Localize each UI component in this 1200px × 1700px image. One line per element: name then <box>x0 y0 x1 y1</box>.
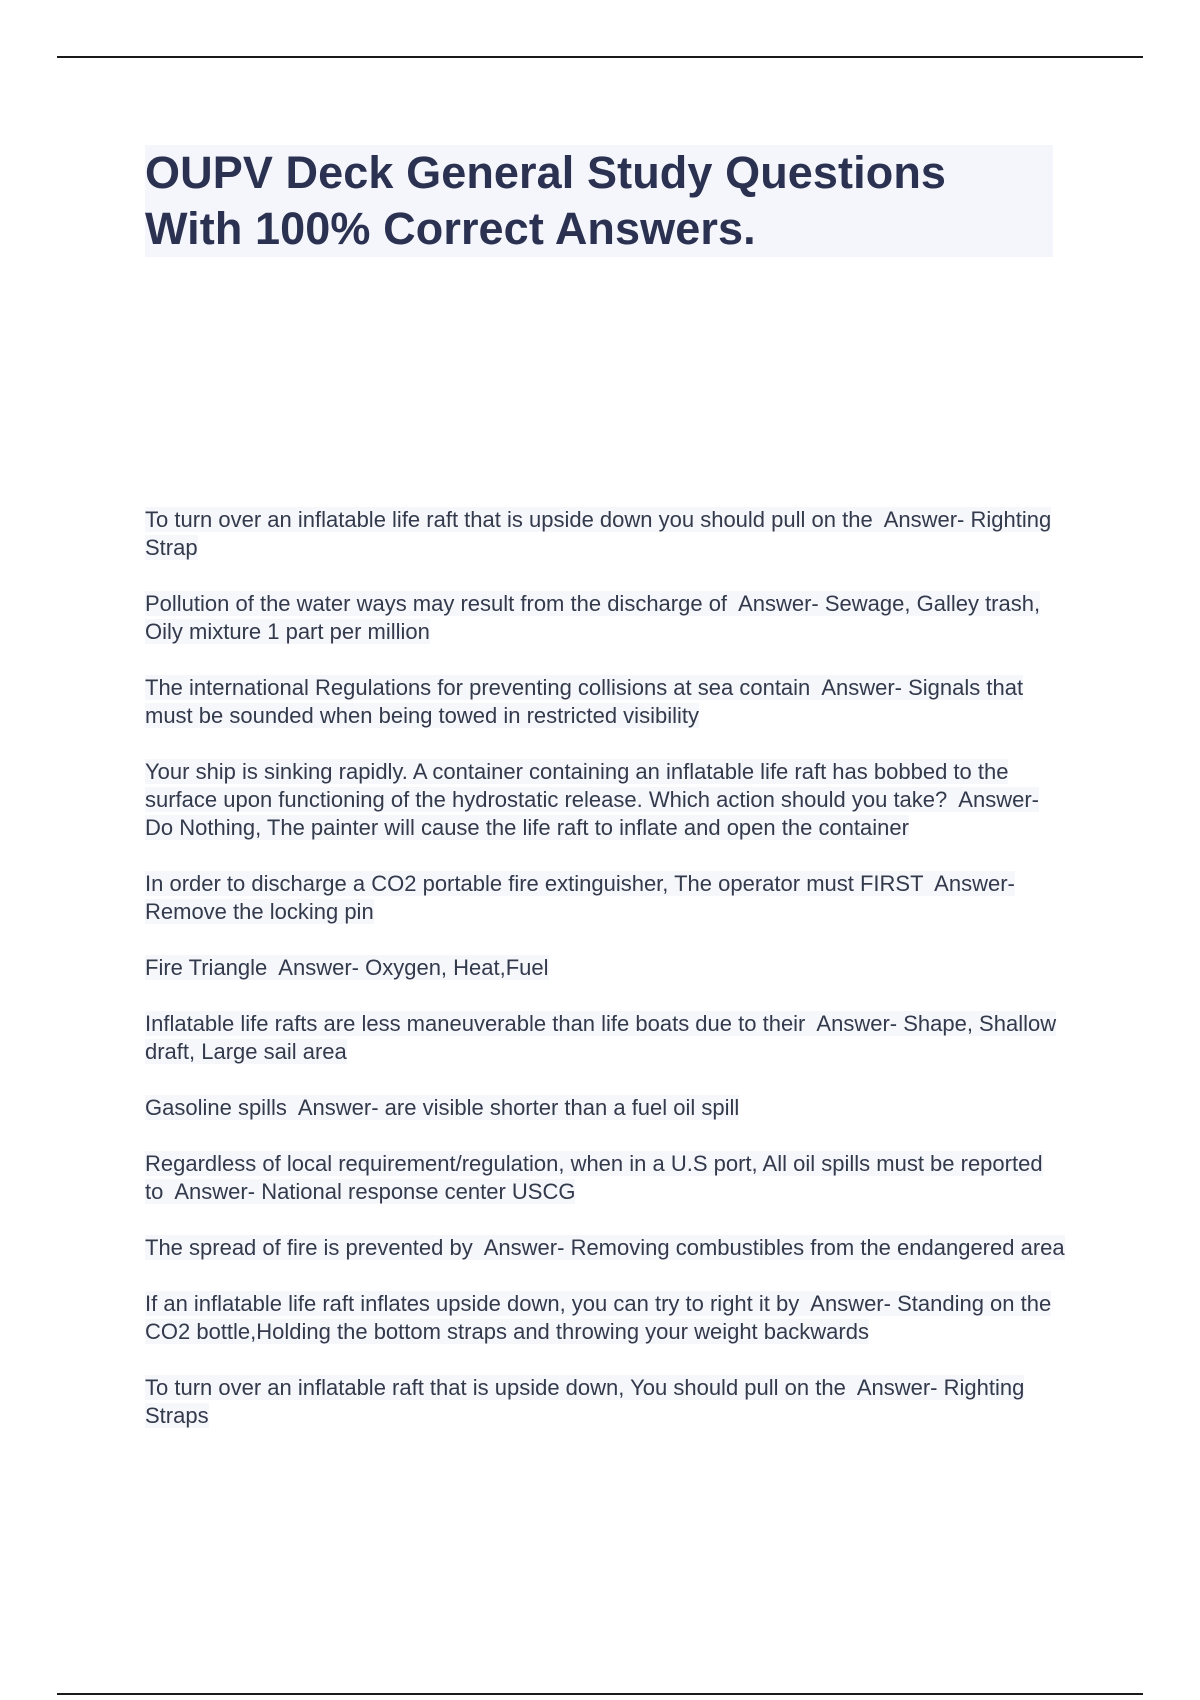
answer-text: are visible shorter than a fuel oil spill <box>384 1095 740 1120</box>
question-text: In order to discharge a CO2 portable fire extinguisher, The operator must FIRST <box>145 871 924 896</box>
qa-text <box>145 591 1040 644</box>
answer-marker: Answer- <box>483 1235 565 1260</box>
question-text: Gasoline spills <box>145 1095 287 1120</box>
answer-marker: Answer- <box>856 1375 938 1400</box>
title-block <box>145 145 1053 257</box>
qa-text <box>145 1011 1056 1064</box>
answer-marker: Answer- <box>958 787 1039 812</box>
qa-item <box>145 590 1065 646</box>
answer-marker: Answer- <box>821 675 902 700</box>
answer-marker: Answer- <box>934 871 1015 896</box>
answer-marker: Answer- <box>738 591 819 616</box>
qa-text <box>145 1151 1043 1204</box>
answer-text: Signals that must be sounded when being towed in restricted visibility <box>145 675 1024 728</box>
question-text: Regardless of local requirement/regulation, when in a U.S port, All oil spills must be reported to <box>145 1151 1043 1204</box>
qa-text <box>145 759 1039 840</box>
answer-text: Righting Straps <box>145 1375 1025 1428</box>
answer-text: Remove the locking pin <box>145 899 374 924</box>
qa-item <box>145 1150 1065 1206</box>
question-text: Pollution of the water ways may result from the discharge of <box>145 591 728 616</box>
header-rule <box>57 56 1143 58</box>
qa-text <box>145 955 549 980</box>
qa-item <box>145 1290 1065 1346</box>
answer-text: Standing on the CO2 bottle,Holding the bottom straps and throwing your weight backwards <box>145 1291 1052 1344</box>
question-text: Fire Triangle <box>145 955 268 980</box>
qa-text <box>145 1291 1051 1344</box>
qa-item <box>145 674 1065 730</box>
answer-text: Do Nothing, The painter will cause the life raft to inflate and open the container <box>145 815 909 840</box>
qa-text <box>145 1375 1024 1428</box>
answer-marker: Answer- <box>278 955 359 980</box>
answer-text: Sewage, Galley trash, Oily mixture 1 part per million <box>145 591 1041 644</box>
qa-item <box>145 506 1065 562</box>
question-text: Inflatable life rafts are less maneuverable than life boats due to their <box>145 1011 806 1036</box>
document-title: OUPV Deck General Study Questions With 100% Correct Answers. <box>145 147 947 254</box>
question-text: The international Regulations for preventing collisions at sea contain <box>145 675 811 700</box>
qa-item <box>145 1094 1065 1122</box>
question-text: To turn over an inflatable life raft that is upside down you should pull on the <box>145 507 873 532</box>
answer-text: Oxygen, Heat,Fuel <box>365 955 549 980</box>
qa-item <box>145 954 1065 982</box>
answer-text: National response center USCG <box>261 1179 576 1204</box>
qa-item <box>145 1374 1065 1430</box>
answer-text: Shape, Shallow draft, Large sail area <box>145 1011 1057 1064</box>
qa-list <box>145 506 1065 1458</box>
question-text: To turn over an inflatable raft that is upside down, You should pull on the <box>145 1375 846 1400</box>
qa-text <box>145 871 1015 924</box>
qa-item <box>145 1010 1065 1066</box>
question-text: If an inflatable life raft inflates upside down, you can try to right it by <box>145 1291 800 1316</box>
answer-marker: Answer- <box>174 1179 256 1204</box>
qa-text <box>145 675 1023 728</box>
question-text: The spread of fire is prevented by <box>145 1235 473 1260</box>
answer-text: Righting Strap <box>145 507 1052 560</box>
qa-text <box>145 1235 1065 1260</box>
qa-item <box>145 758 1065 842</box>
answer-marker: Answer- <box>810 1291 891 1316</box>
footer-rule <box>57 1693 1143 1695</box>
qa-item <box>145 1234 1065 1262</box>
qa-text <box>145 1095 739 1120</box>
qa-text <box>145 507 1051 560</box>
answer-marker: Answer- <box>883 507 965 532</box>
answer-marker: Answer- <box>816 1011 898 1036</box>
answer-text: Removing combustibles from the endangered area <box>570 1235 1065 1260</box>
qa-item <box>145 870 1065 926</box>
question-text: Your ship is sinking rapidly. A container containing an inflatable life raft has bobbed to the surface upon functioning of the hydrostatic release. Which action should you take? <box>145 759 1009 812</box>
answer-marker: Answer- <box>297 1095 379 1120</box>
